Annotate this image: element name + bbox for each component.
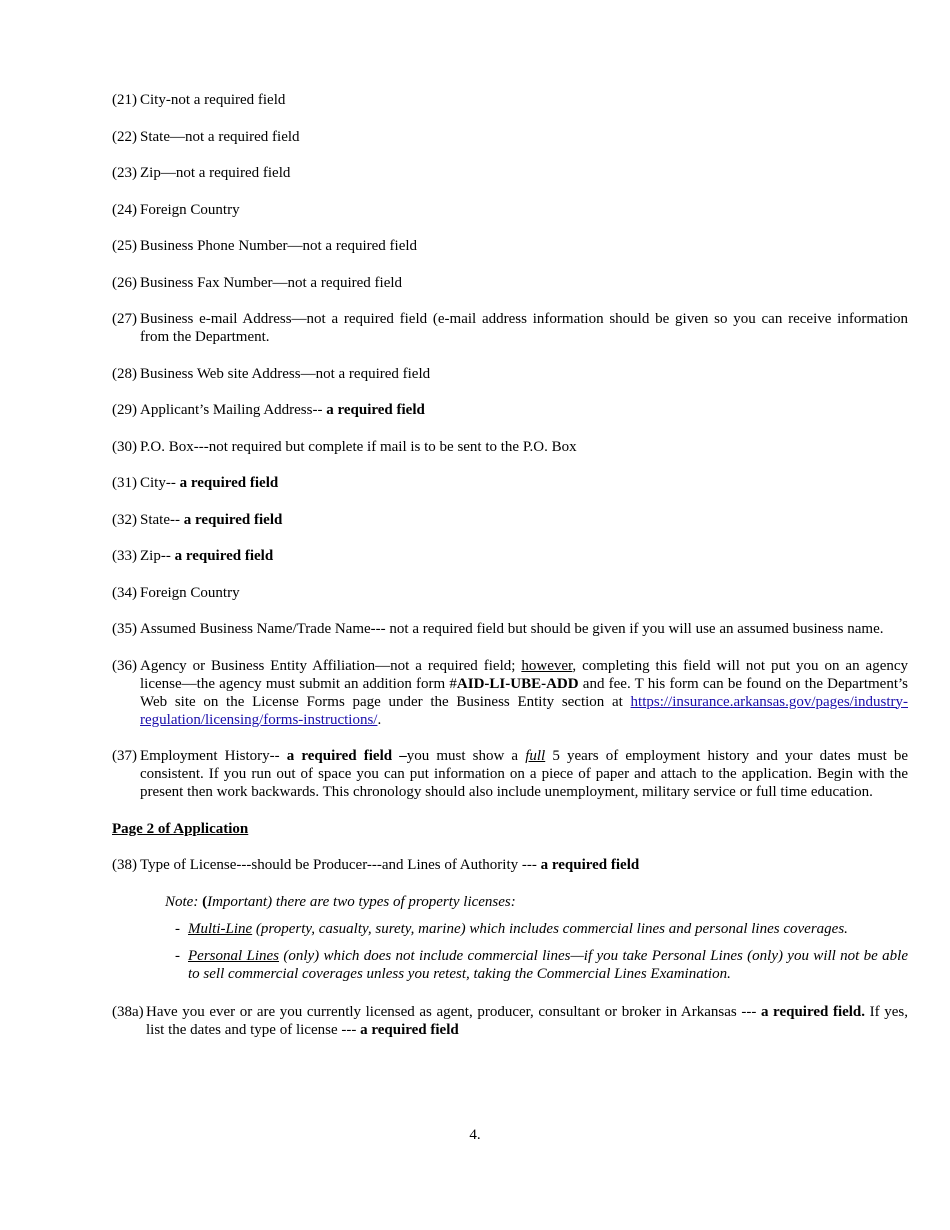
required-label: a required field [183,511,283,528]
page-number: 4. [469,1127,481,1143]
item-text [140,201,908,219]
list-item [112,128,908,146]
list-item [112,584,908,602]
item-number: (25) [112,238,137,254]
item-text [140,365,908,383]
item-number: (21) [112,92,137,108]
bullet-text [188,920,908,938]
list-item-38 [112,856,908,874]
text-part: Foreign Country [140,584,240,601]
text-part: P.O. Box---not required but complete if mail is to be sent to the P.O. Box [140,438,577,455]
list-item-37 [112,747,908,801]
item-text [140,310,908,346]
note-bullet [175,947,908,983]
text-part: Type of License---should be Producer---and Lines of Authority --- [140,857,541,873]
text-part: and fee. T his form can be found on the Department’s Web site on the License Forms page under the Business Entity section at [140,675,908,710]
text-part: State-- [140,511,184,528]
list-item-38a [112,1003,908,1039]
emphasis-word: full [525,748,546,764]
required-label: a required field. [760,1003,866,1020]
text-part: Have you ever or are you currently licensed as agent, producer, consultant or broker in Arkansas --- [146,1003,761,1020]
item-number: (33) [112,548,137,564]
note-paren: ( [202,893,208,910]
item-number: (26) [112,274,137,291]
item-text [140,547,908,565]
list-item [112,401,908,419]
required-label: a required field [179,475,279,491]
item-number: (29) [112,402,137,418]
item-number: (28) [112,365,137,382]
item-number: (24) [112,201,137,218]
item-text [140,274,908,292]
required-label: a required field [326,402,425,418]
form-code: AID-LI-UBE-ADD [456,675,579,692]
item-number: (38) [112,857,137,873]
note-title [165,893,908,911]
item-text [140,620,908,638]
list-item [112,365,908,383]
text-part: State—not a required field [140,128,300,145]
list-item [112,620,908,638]
item-text [140,856,908,874]
list-item [112,547,908,565]
list-item-36 [112,657,908,729]
forms-instructions-link[interactable]: https://insurance.arkansas.gov/pages/industry-regulation/licensing/forms-instructions/ [140,693,908,728]
required-label: a required field [540,857,640,873]
item-text [140,511,908,529]
text-part: City-- [140,475,180,491]
note-block [165,893,908,983]
document-page [112,91,908,1039]
note-text: Important) there are two types of property licenses: [207,893,516,910]
text-part: Zip-- [140,548,175,564]
item-text [140,474,908,492]
text-part: Employment History-- [140,748,287,764]
text-part: Business Web site Address—not a required field [140,365,431,382]
item-number: (31) [112,475,137,491]
text-part: , completing this field will not put you on an agency license—the agency must submit an addition form # [140,657,909,692]
list-item [112,438,908,456]
required-label: a required field [174,548,274,564]
license-type: Personal Lines [188,947,280,964]
item-text [140,128,908,146]
item-number: (32) [112,511,137,528]
item-number: (30) [112,438,137,455]
license-type: Multi-Line [188,920,253,937]
list-item [112,91,908,109]
text-part: 5 years of employment history and your dates must be consistent. If you run out of space you can put information on a piece of paper and attach to the application. Begin with the present then work backwards. This chronology should also include unemployment, military service or full time education. [140,748,909,800]
text-part: (only) which does not include commercial lines—if you take Personal Lines (only) you will not be able to sell commercial coverages unless you retest, taking the Commercial Lines Examination. [188,947,908,982]
item-number: (23) [112,165,137,181]
text-part: Zip—not a required field [140,165,291,181]
text-part: Applicant’s Mailing Address-- [140,402,327,418]
bullet-text [188,947,908,983]
text-part: If yes, list the dates and type of license --- [146,1003,908,1038]
text-part: Assumed Business Name/Trade Name--- not a required field but should be given if you will use an assumed business name. [140,621,884,637]
text-part: Business e-mail Address—not a required field (e-mail address information should be given so you can receive information from the Department. [140,311,908,345]
text-part: you must show a [406,748,526,764]
item-text [140,91,908,109]
required-label: a required field – [286,748,407,764]
instruction-list [112,91,908,638]
list-item [112,237,908,255]
item-text [140,657,908,729]
section-heading: Page 2 of Application [112,820,249,837]
item-text [140,164,908,182]
item-number: (34) [112,584,137,601]
item-number: (36) [112,657,137,674]
underlined-word: however [521,657,573,674]
list-item [112,164,908,182]
item-number: (22) [112,128,137,145]
bullet-dash: - [175,920,180,937]
item-text [140,401,908,419]
note-bullet [175,920,908,938]
list-item [112,274,908,292]
item-number: (27) [112,311,137,327]
item-text [140,237,908,255]
item-text [140,747,908,801]
item-text [140,438,908,456]
note-label: Note: [165,893,203,910]
text-part: Business Phone Number—not a required field [140,238,418,254]
list-item [112,474,908,492]
item-number: (37) [112,748,137,764]
list-item [112,310,908,346]
item-number: (38a) [112,1003,144,1020]
bullet-dash: - [175,947,180,964]
text-part: . [377,711,382,728]
text-part: Business Fax Number—not a required field [140,274,403,291]
text-part: City-not a required field [140,92,286,108]
text-part: (property, casualty, surety, marine) which includes commercial lines and personal lines coverages. [252,920,848,937]
item-text [146,1003,908,1039]
text-part: Foreign Country [140,201,240,218]
item-number: (35) [112,621,137,637]
list-item [112,511,908,529]
list-item [112,201,908,219]
item-text [140,584,908,602]
text-part: Agency or Business Entity Affiliation—not a required field; [140,657,522,674]
required-label: a required field [360,1021,459,1038]
